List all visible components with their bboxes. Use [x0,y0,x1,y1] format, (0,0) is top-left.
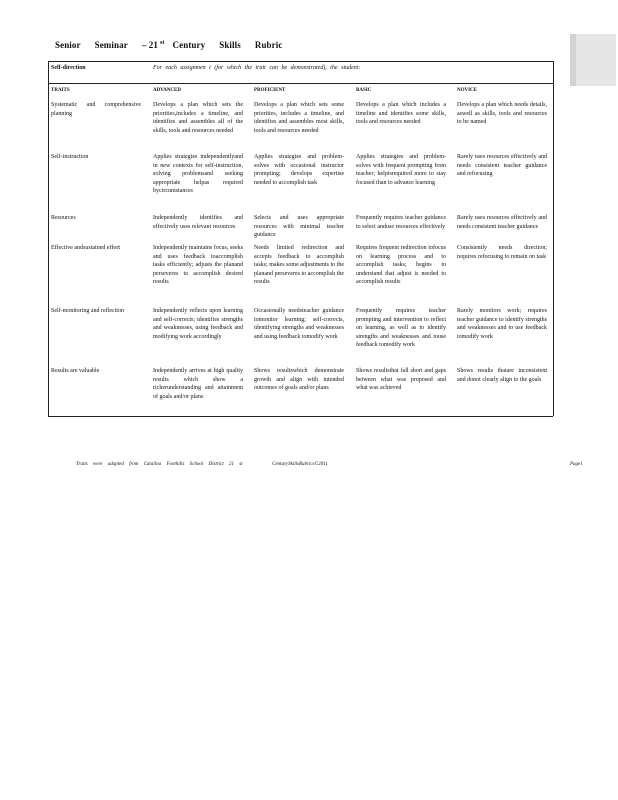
trait-cell: Self-instruction [51,154,89,160]
trait-cell: Results are valuable [51,368,100,374]
basic-cell: Frequently requires teacher guidance to select anduse resources effectively [356,215,446,230]
section-description: For each assignmen t (for which the trait can be demonstrated), the student: [153,65,361,71]
section-label: Self-direction [51,65,86,71]
novice-cell: Rarely uses resources effectively and needs consistent teacher guidance and refocusing [457,154,547,178]
page-title: Senior Seminar – 21 $^{st}$ Century Skills Rubric [55,40,283,50]
footer-page-number: Page1 [570,462,583,467]
advanced-cell: Independently maintains focus, seeks and uses feedback toaccomplish tasks efficiently; adjusts the planand perseveres to accomplish desired results [153,245,243,286]
header-basic: BASIC [356,88,372,93]
basic-cell: Requires frequent redirection tofocus on learning process and to accomplish tasks; begins to understand that adjust is needed to accomplish results [356,245,446,286]
advanced-cell: Independently reflects upon learning and self-corrects; identifies strengths and weaknesses, using feedback and modifying work accordingly [153,308,243,340]
novice-cell: Consistently needs direction; requires refocusing to remain on task [457,245,547,260]
section-divider [48,83,553,84]
header-novice: NOVICE [457,88,478,93]
page-thumbnail-block [570,34,616,86]
trait-cell: Systematic and comprehensive planning [51,102,141,117]
novice-cell: Develops a plan which needs details, aswell as skills, tools and resources to be named [457,102,547,126]
header-proficient: PROFICIENT [254,88,286,93]
header-advanced: ADVANCED [153,88,181,93]
proficient-cell: Needs limited redirection and accepts feedback to accomplish tasks; makes some adjustments to the planand perseveres to accomplish the results [254,245,344,286]
advanced-cell: Independently identifies and effectively uses relevant resources [153,215,243,230]
proficient-cell: Develops a plan which sets some priorities, includes a timeline, and identifies and assembles most skills, tools and resources needed [254,102,344,134]
proficient-cell: Selects and uses appropriate resources with minimal teacher guidance [254,215,344,239]
footer-document: CenturySkillsRubrics©2011 [272,462,328,467]
proficient-cell: Applies strategies and problem-solves with occasional instructor prompting; develops expertise needed to accomplish task [254,154,344,186]
trait-cell: Self-monitoring and reflection [51,308,124,314]
trait-cell: Effective andsustained effort [51,245,121,251]
proficient-cell: Occasionally needsteacher guidance tomonitor learning; self-corrects, identifying strengths and weaknesses and using feedback tomodify work [254,308,344,340]
trait-cell: Resources [51,215,76,221]
header-traits: TRAITS [51,88,70,93]
novice-cell: Shows results thatare inconsistent and donot clearly align to the goals [457,368,547,383]
advanced-cell: Develops a plan which sets the priorities,includes a timeline, and identifies and assembles all of the skills, tools and resources needed [153,102,243,134]
proficient-cell: Shows resultswhich demonstrate growth and align with intended outcomes of goals and/or plans [254,368,344,392]
basic-cell: Frequently requires teacher prompting and intervention to reflect on learning, as well as to identify strengths and weaknesses and touse feedback tomodify work [356,308,446,349]
novice-cell: Rarely monitors work; requires teacher guidance to identify strengths and weaknesses and to use feedback tomodify work [457,308,547,340]
novice-cell: Rarely uses resources effectively and needs consistent teacher guidance [457,215,547,230]
basic-cell: Shows resultsthat fall short and gaps between what was proposed and what was achieved [356,368,446,392]
table-top-border [48,61,553,62]
advanced-cell: Applies strategies independentlyand in new contexts for self-instruction, solving problemsand seeking appropriate helpas required bycircumstances [153,154,243,195]
advanced-cell: Independently arrives at high quality results which show a richerunderstanding and attainment of goals and/or plans [153,368,243,400]
table-bottom-border [48,416,553,417]
basic-cell: Applies strategies and problem-solves with frequent prompting from teacher; helpisrequired more to stay focused than to advance learning [356,154,446,186]
basic-cell: Develops a plan which includes a timeline and identifies some skills, tools and resources needed [356,102,446,126]
footer-credit: Traits were adapted from Catalina Foothills School District 21 st [76,462,243,467]
